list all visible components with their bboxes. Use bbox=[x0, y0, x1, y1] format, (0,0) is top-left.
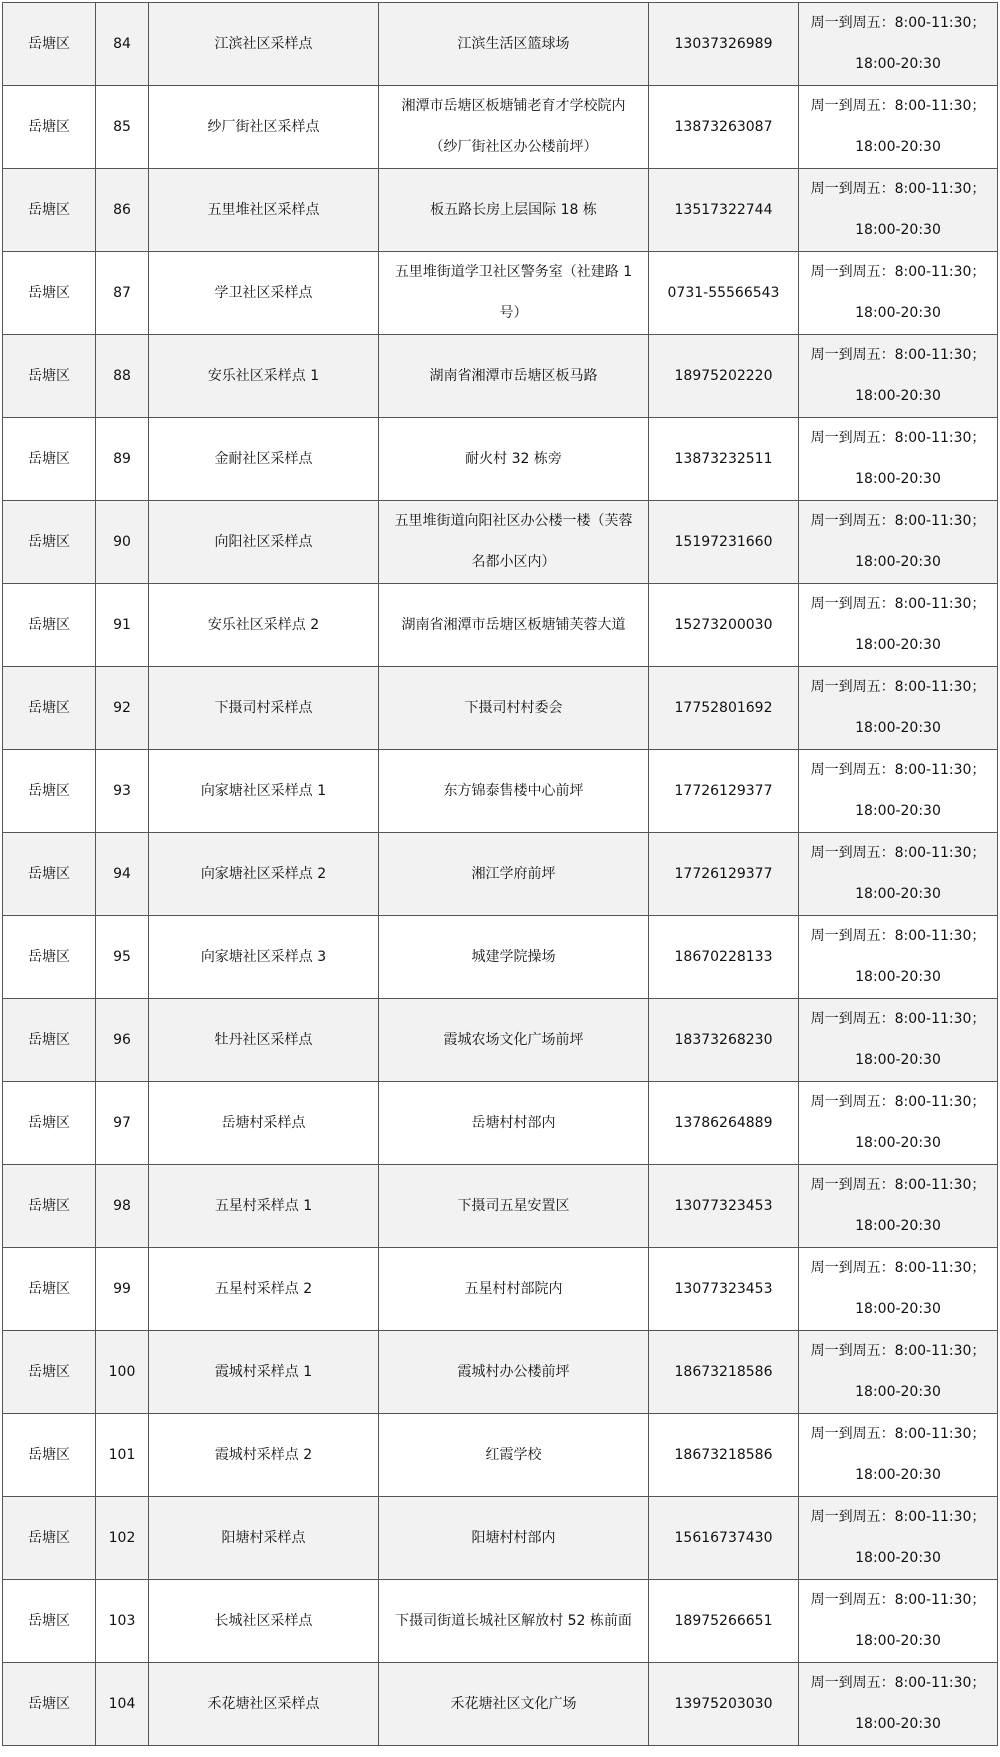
hours-line: 周一到周五：8:00-11:30； bbox=[810, 1509, 986, 1525]
district-cell: 岳塘区 bbox=[3, 1580, 96, 1663]
district-cell: 岳塘区 bbox=[3, 1248, 96, 1331]
hours-cell bbox=[799, 1497, 998, 1580]
site-name-cell: 五星村采样点 2 bbox=[149, 1248, 379, 1331]
phone-cell: 15197231660 bbox=[649, 501, 799, 584]
hours-line: 18:00-20:30 bbox=[855, 305, 941, 321]
phone-cell: 18673218586 bbox=[649, 1331, 799, 1414]
hours-line: 周一到周五：8:00-11:30； bbox=[810, 1011, 986, 1027]
hours-cell bbox=[799, 1165, 998, 1248]
address-line: 湖南省湘潭市岳塘区板马路 bbox=[429, 367, 598, 384]
address-cell bbox=[379, 3, 649, 86]
site-name-cell: 向家塘社区采样点 1 bbox=[149, 750, 379, 833]
site-number-cell: 92 bbox=[96, 667, 149, 750]
phone-cell: 13517322744 bbox=[649, 169, 799, 252]
hours-cell bbox=[799, 418, 998, 501]
address-cell bbox=[379, 86, 649, 169]
district-cell: 岳塘区 bbox=[3, 3, 96, 86]
hours-line: 18:00-20:30 bbox=[855, 637, 941, 653]
hours-line: 18:00-20:30 bbox=[855, 1218, 941, 1234]
table-row bbox=[3, 169, 998, 252]
table-row bbox=[3, 1497, 998, 1580]
district-cell: 岳塘区 bbox=[3, 999, 96, 1082]
table-row bbox=[3, 833, 998, 916]
address-line: 五星村村部院内 bbox=[464, 1280, 563, 1297]
hours-line: 周一到周五：8:00-11:30； bbox=[810, 762, 986, 778]
hours-line: 18:00-20:30 bbox=[855, 1467, 941, 1483]
hours-line: 18:00-20:30 bbox=[855, 1384, 941, 1400]
site-name-cell: 安乐社区采样点 2 bbox=[149, 584, 379, 667]
hours-cell bbox=[799, 667, 998, 750]
hours-line: 周一到周五：8:00-11:30； bbox=[810, 1426, 986, 1442]
hours-line: 18:00-20:30 bbox=[855, 139, 941, 155]
hours-line: 周一到周五：8:00-11:30； bbox=[810, 347, 986, 363]
address-line: 名都小区内） bbox=[471, 554, 556, 570]
site-number-cell: 91 bbox=[96, 584, 149, 667]
address-line: 五里堆街道向阳社区办公楼一楼（芙蓉 bbox=[394, 513, 633, 529]
hours-line: 周一到周五：8:00-11:30； bbox=[810, 15, 986, 31]
site-name-cell: 长城社区采样点 bbox=[149, 1580, 379, 1663]
hours-line: 18:00-20:30 bbox=[855, 886, 941, 902]
table-row bbox=[3, 916, 998, 999]
site-name-cell: 禾花塘社区采样点 bbox=[149, 1663, 379, 1746]
address-line: 下摄司街道长城社区解放村 52 栋前面 bbox=[395, 1612, 632, 1629]
site-number-cell: 101 bbox=[96, 1414, 149, 1497]
address-cell bbox=[379, 1663, 649, 1746]
address-cell bbox=[379, 1165, 649, 1248]
table-row bbox=[3, 335, 998, 418]
address-cell bbox=[379, 169, 649, 252]
address-cell bbox=[379, 1414, 649, 1497]
hours-cell bbox=[799, 1580, 998, 1663]
table-row bbox=[3, 1663, 998, 1746]
hours-line: 18:00-20:30 bbox=[855, 1550, 941, 1566]
table-row bbox=[3, 252, 998, 335]
district-cell: 岳塘区 bbox=[3, 1663, 96, 1746]
site-number-cell: 99 bbox=[96, 1248, 149, 1331]
address-cell bbox=[379, 667, 649, 750]
address-line: 霞城农场文化广场前坪 bbox=[443, 1031, 584, 1048]
address-line: 城建学院操场 bbox=[471, 948, 556, 965]
district-cell: 岳塘区 bbox=[3, 418, 96, 501]
hours-line: 周一到周五：8:00-11:30； bbox=[810, 1094, 986, 1110]
hours-line: 周一到周五：8:00-11:30； bbox=[810, 430, 986, 446]
hours-line: 18:00-20:30 bbox=[855, 1301, 941, 1317]
hours-cell bbox=[799, 1331, 998, 1414]
address-line: 五里堆街道学卫社区警务室（社建路 1 bbox=[394, 264, 633, 280]
phone-cell: 17752801692 bbox=[649, 667, 799, 750]
site-number-cell: 100 bbox=[96, 1331, 149, 1414]
hours-line: 周一到周五：8:00-11:30； bbox=[810, 181, 986, 197]
hours-line: 18:00-20:30 bbox=[855, 1716, 941, 1732]
phone-cell: 0731-55566543 bbox=[649, 252, 799, 335]
phone-cell: 17726129377 bbox=[649, 750, 799, 833]
district-cell: 岳塘区 bbox=[3, 86, 96, 169]
address-cell bbox=[379, 418, 649, 501]
address-cell bbox=[379, 916, 649, 999]
table-row bbox=[3, 667, 998, 750]
district-cell: 岳塘区 bbox=[3, 1165, 96, 1248]
hours-line: 18:00-20:30 bbox=[855, 720, 941, 736]
site-number-cell: 102 bbox=[96, 1497, 149, 1580]
hours-line: 周一到周五：8:00-11:30； bbox=[810, 1592, 986, 1608]
table-row bbox=[3, 1165, 998, 1248]
site-number-cell: 104 bbox=[96, 1663, 149, 1746]
hours-line: 周一到周五：8:00-11:30； bbox=[810, 1177, 986, 1193]
site-number-cell: 89 bbox=[96, 418, 149, 501]
phone-cell: 15616737430 bbox=[649, 1497, 799, 1580]
hours-line: 周一到周五：8:00-11:30； bbox=[810, 264, 986, 280]
table-row bbox=[3, 1414, 998, 1497]
table-row bbox=[3, 86, 998, 169]
hours-cell bbox=[799, 335, 998, 418]
phone-cell: 13873263087 bbox=[649, 86, 799, 169]
address-cell bbox=[379, 584, 649, 667]
site-name-cell: 霞城村采样点 2 bbox=[149, 1414, 379, 1497]
hours-line: 周一到周五：8:00-11:30； bbox=[810, 1675, 986, 1691]
site-number-cell: 103 bbox=[96, 1580, 149, 1663]
site-number-cell: 86 bbox=[96, 169, 149, 252]
address-cell bbox=[379, 750, 649, 833]
hours-cell bbox=[799, 3, 998, 86]
address-line: 岳塘村村部内 bbox=[471, 1114, 556, 1131]
phone-cell: 13975203030 bbox=[649, 1663, 799, 1746]
site-name-cell: 学卫社区采样点 bbox=[149, 252, 379, 335]
site-number-cell: 85 bbox=[96, 86, 149, 169]
address-cell bbox=[379, 1082, 649, 1165]
phone-cell: 17726129377 bbox=[649, 833, 799, 916]
address-cell bbox=[379, 1331, 649, 1414]
site-number-cell: 94 bbox=[96, 833, 149, 916]
district-cell: 岳塘区 bbox=[3, 169, 96, 252]
hours-cell bbox=[799, 999, 998, 1082]
hours-cell bbox=[799, 1414, 998, 1497]
district-cell: 岳塘区 bbox=[3, 252, 96, 335]
hours-line: 18:00-20:30 bbox=[855, 1052, 941, 1068]
hours-cell bbox=[799, 86, 998, 169]
phone-cell: 18373268230 bbox=[649, 999, 799, 1082]
site-number-cell: 90 bbox=[96, 501, 149, 584]
hours-line: 周一到周五：8:00-11:30； bbox=[810, 1343, 986, 1359]
site-number-cell: 93 bbox=[96, 750, 149, 833]
site-name-cell: 霞城村采样点 1 bbox=[149, 1331, 379, 1414]
site-name-cell: 阳塘村采样点 bbox=[149, 1497, 379, 1580]
hours-line: 18:00-20:30 bbox=[855, 471, 941, 487]
district-cell: 岳塘区 bbox=[3, 833, 96, 916]
address-cell bbox=[379, 1248, 649, 1331]
address-cell bbox=[379, 1580, 649, 1663]
hours-cell bbox=[799, 1082, 998, 1165]
table-row bbox=[3, 584, 998, 667]
hours-cell bbox=[799, 169, 998, 252]
district-cell: 岳塘区 bbox=[3, 1082, 96, 1165]
site-number-cell: 98 bbox=[96, 1165, 149, 1248]
hours-cell bbox=[799, 750, 998, 833]
hours-line: 18:00-20:30 bbox=[855, 554, 941, 570]
table-row bbox=[3, 1248, 998, 1331]
phone-cell: 18975266651 bbox=[649, 1580, 799, 1663]
hours-line: 周一到周五：8:00-11:30； bbox=[810, 1260, 986, 1276]
address-line: 湘潭市岳塘区板塘铺老育才学校院内 bbox=[401, 98, 626, 114]
table-row bbox=[3, 1082, 998, 1165]
hours-line: 18:00-20:30 bbox=[855, 803, 941, 819]
phone-cell: 18673218586 bbox=[649, 1414, 799, 1497]
hours-cell bbox=[799, 916, 998, 999]
hours-line: 周一到周五：8:00-11:30； bbox=[810, 596, 986, 612]
district-cell: 岳塘区 bbox=[3, 1497, 96, 1580]
phone-cell: 13077323453 bbox=[649, 1248, 799, 1331]
phone-cell: 18975202220 bbox=[649, 335, 799, 418]
hours-cell bbox=[799, 584, 998, 667]
table-row bbox=[3, 1580, 998, 1663]
hours-line: 周一到周五：8:00-11:30； bbox=[810, 98, 986, 114]
district-cell: 岳塘区 bbox=[3, 1331, 96, 1414]
site-name-cell: 金耐社区采样点 bbox=[149, 418, 379, 501]
hours-cell bbox=[799, 252, 998, 335]
address-cell bbox=[379, 501, 649, 584]
hours-line: 周一到周五：8:00-11:30； bbox=[810, 679, 986, 695]
address-line: 湘江学府前坪 bbox=[471, 865, 556, 882]
table-body bbox=[3, 3, 998, 1746]
address-cell bbox=[379, 1497, 649, 1580]
site-number-cell: 97 bbox=[96, 1082, 149, 1165]
address-cell bbox=[379, 999, 649, 1082]
hours-line: 周一到周五：8:00-11:30； bbox=[810, 928, 986, 944]
address-line: 下摄司村村委会 bbox=[464, 699, 563, 716]
hours-line: 周一到周五：8:00-11:30； bbox=[810, 513, 986, 529]
district-cell: 岳塘区 bbox=[3, 335, 96, 418]
site-number-cell: 95 bbox=[96, 916, 149, 999]
hours-line: 周一到周五：8:00-11:30； bbox=[810, 845, 986, 861]
address-line: 下摄司五星安置区 bbox=[457, 1197, 570, 1214]
phone-cell: 13873232511 bbox=[649, 418, 799, 501]
hours-cell bbox=[799, 1663, 998, 1746]
table-row bbox=[3, 999, 998, 1082]
district-cell: 岳塘区 bbox=[3, 501, 96, 584]
hours-cell bbox=[799, 501, 998, 584]
district-cell: 岳塘区 bbox=[3, 750, 96, 833]
table-row bbox=[3, 501, 998, 584]
hours-line: 18:00-20:30 bbox=[855, 56, 941, 72]
address-line: 耐火村 32 栋旁 bbox=[465, 450, 562, 467]
table-row bbox=[3, 1331, 998, 1414]
address-cell bbox=[379, 833, 649, 916]
address-line: 板五路长房上层国际 18 栋 bbox=[430, 201, 597, 218]
hours-line: 18:00-20:30 bbox=[855, 1135, 941, 1151]
address-line: 霞城村办公楼前坪 bbox=[457, 1363, 570, 1380]
hours-cell bbox=[799, 833, 998, 916]
sampling-sites-table bbox=[2, 2, 998, 1746]
address-line: 号） bbox=[499, 305, 528, 321]
site-name-cell: 下摄司村采样点 bbox=[149, 667, 379, 750]
site-name-cell: 向家塘社区采样点 3 bbox=[149, 916, 379, 999]
phone-cell: 15273200030 bbox=[649, 584, 799, 667]
site-name-cell: 江滨社区采样点 bbox=[149, 3, 379, 86]
address-line: （纱厂街社区办公楼前坪） bbox=[429, 139, 598, 155]
hours-cell bbox=[799, 1248, 998, 1331]
district-cell: 岳塘区 bbox=[3, 916, 96, 999]
site-name-cell: 五星村采样点 1 bbox=[149, 1165, 379, 1248]
address-cell bbox=[379, 252, 649, 335]
district-cell: 岳塘区 bbox=[3, 1414, 96, 1497]
address-line: 东方锦泰售楼中心前坪 bbox=[443, 782, 584, 799]
site-name-cell: 向阳社区采样点 bbox=[149, 501, 379, 584]
site-name-cell: 向家塘社区采样点 2 bbox=[149, 833, 379, 916]
phone-cell: 18670228133 bbox=[649, 916, 799, 999]
district-cell: 岳塘区 bbox=[3, 584, 96, 667]
hours-line: 18:00-20:30 bbox=[855, 388, 941, 404]
address-line: 阳塘村村部内 bbox=[471, 1529, 556, 1546]
site-number-cell: 96 bbox=[96, 999, 149, 1082]
table-row bbox=[3, 750, 998, 833]
site-name-cell: 岳塘村采样点 bbox=[149, 1082, 379, 1165]
hours-line: 18:00-20:30 bbox=[855, 222, 941, 238]
hours-line: 18:00-20:30 bbox=[855, 1633, 941, 1649]
site-number-cell: 84 bbox=[96, 3, 149, 86]
site-name-cell: 纱厂街社区采样点 bbox=[149, 86, 379, 169]
site-name-cell: 五里堆社区采样点 bbox=[149, 169, 379, 252]
address-line: 湖南省湘潭市岳塘区板塘铺芙蓉大道 bbox=[401, 616, 626, 633]
phone-cell: 13786264889 bbox=[649, 1082, 799, 1165]
site-name-cell: 安乐社区采样点 1 bbox=[149, 335, 379, 418]
address-line: 禾花塘社区文化广场 bbox=[450, 1695, 577, 1712]
hours-line: 18:00-20:30 bbox=[855, 969, 941, 985]
site-number-cell: 88 bbox=[96, 335, 149, 418]
phone-cell: 13037326989 bbox=[649, 3, 799, 86]
table-row bbox=[3, 418, 998, 501]
phone-cell: 13077323453 bbox=[649, 1165, 799, 1248]
site-number-cell: 87 bbox=[96, 252, 149, 335]
table-row bbox=[3, 3, 998, 86]
site-name-cell: 牡丹社区采样点 bbox=[149, 999, 379, 1082]
address-line: 江滨生活区篮球场 bbox=[457, 35, 570, 52]
address-cell bbox=[379, 335, 649, 418]
address-line: 红霞学校 bbox=[485, 1446, 542, 1463]
district-cell: 岳塘区 bbox=[3, 667, 96, 750]
